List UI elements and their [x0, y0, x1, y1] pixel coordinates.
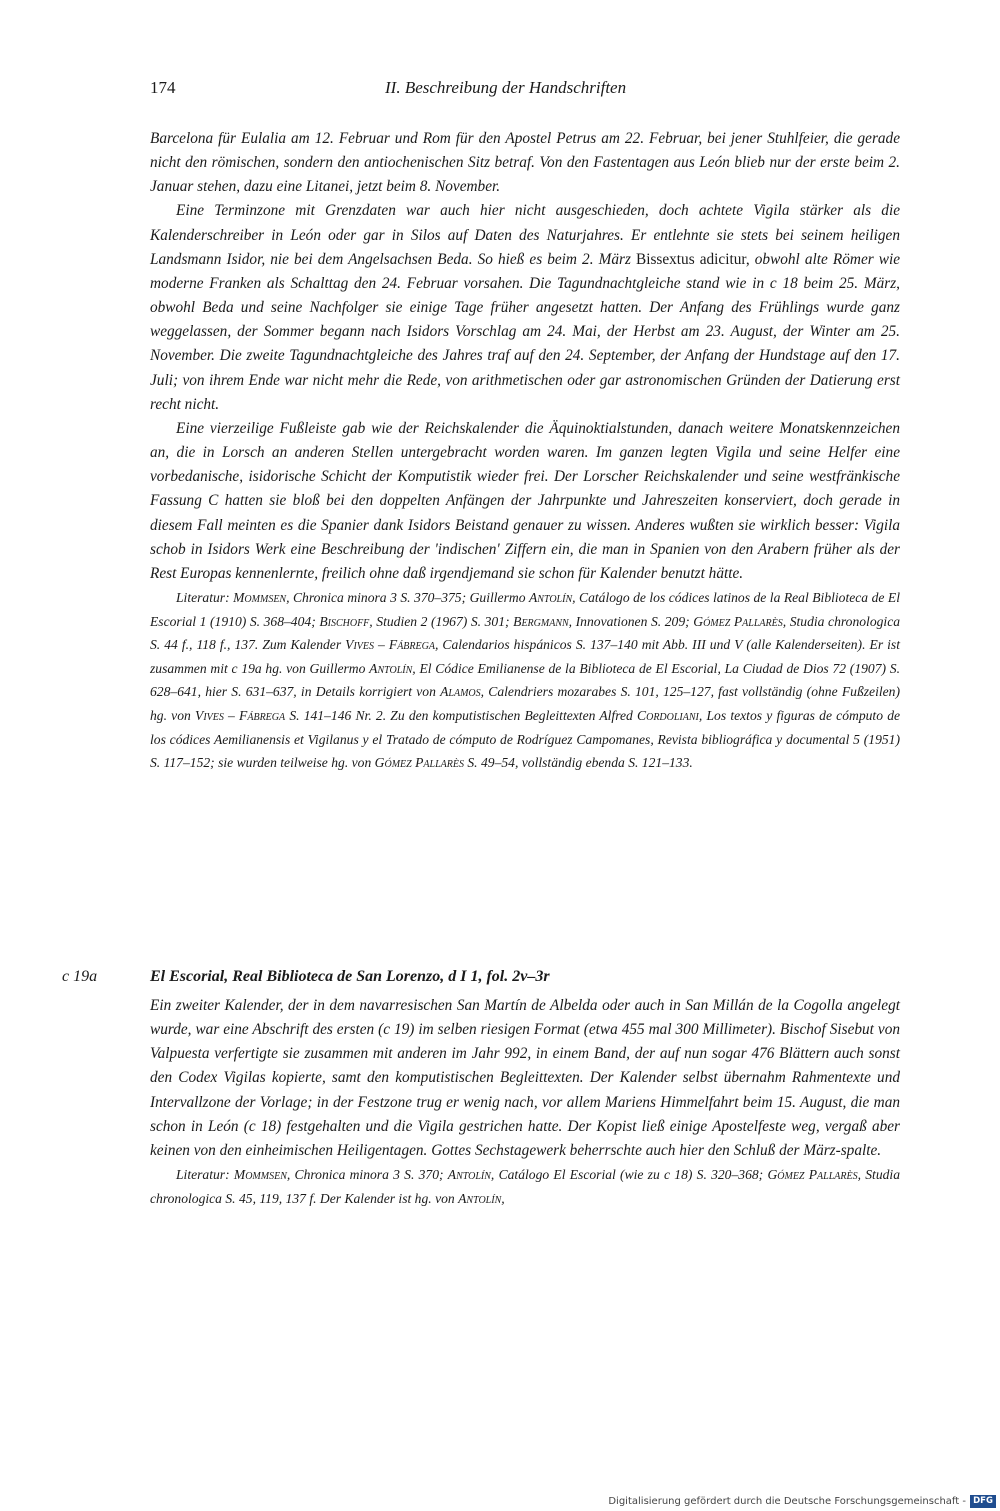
main-text	[150, 127, 900, 775]
literature-note-2: Literatur: Mommsen, Chronica minora 3 S. 370; Antolín, Catálogo El Escorial (wie zu c 18) S. 320–368; Gómez Pallarès, Studia chronologica S. 45, 119, 137 f. Der Kalender ist hg. von Antolín,	[150, 1167, 900, 1206]
entry-title: El Escorial, Real Biblioteca de San Lorenzo, d I 1, fol. 2v–3r	[150, 968, 550, 985]
entry-paragraph: Ein zweiter Kalender, der in dem navarresischen San Martín de Albelda oder auch in San Millán de la Cogolla angelegt wurde, war eine Abschrift des ersten (c 19) im selben riesigen Format (etwa 455 mal 300 Millimeter). Bischof Sisebut von Valpuesta verfertigte sie zusammen mit anderen im Jahr 992, in einem Band, der auf nun sogar 476 Blättern auch sonst den Codex Vigilas kopierte, samt den komputistischen Begleittexten. Der Kalender selbst übernahm Rahmentexte und Intervallzone der Vorlage; in der Festzone trug er wenig nach, vor allem Mariens Himmelfahrt beim 15. August, die man schon in León (c 18) festgehalten und die Vigila gestrichen hatte. Der Kopist ließ einige Apostelfeste weg, vergaß aber keinen von den einheimischen Heiligentagen. Gottes Sechstagewerk beherrschte auch hier den Schluß der März-spalte.	[150, 997, 900, 1159]
entry-text	[150, 994, 900, 1210]
digitization-footer	[608, 1491, 1000, 1511]
paragraph-3: Eine vierzeilige Fußleiste gab wie der Reichskalender die Äquinoktialstunden, danach weitere Monatskennzeichen an, die in Lorsch an anderen Stellen untergebracht worden waren. Im ganzen legten Vigila und seine Helfer eine vorbedanische, isidorische Schicht der Komputistik wieder frei. Der Lorscher Reichskalender und seine westfränkische Fassung C hatten sie bloß bei den doppelten Anfängen der Jahrpunkte und Jahreszeiten konserviert, doch gerade in diesem Fall meinten es die Spanier dank Isidors Beistand genauer zu wissen. Anderes wußten sie wirklich besser: Vigila schob in Isidors Werk eine Beschreibung der 'indischen' Ziffern ein, die man in Spanien von den Arabern früher als der Rest Europas kennenlernte, freilich ohne daß irgendjemand sie schon für Kalender benutzt hätte.	[150, 419, 900, 582]
dfg-logo: DFG	[970, 1495, 996, 1508]
running-title: II. Beschreibung der Handschriften	[385, 78, 627, 97]
latin-quote: Bissextus adicitur,	[636, 250, 750, 268]
page-number: 174	[150, 78, 176, 97]
entry-sigle: c 19a	[62, 968, 98, 985]
footer-credit: Digitalisierung gefördert durch die Deutsche Forschungsgemeinschaft -	[608, 1495, 966, 1507]
paragraph-2: Eine Terminzone mit Grenzdaten war auch hier nicht ausgeschieden, doch achtete Vigila stärker als die Kalenderschreiber in León oder gar in Silos auf Daten des Naturjahres. Er entlehnte sie stets bei seinem heiligen Landsmann Isidor, nie bei dem Angelsachsen Beda. So hieß es beim 2. März Bissextus adicitur, obwohl alte Römer wie moderne Franken als Schalttag den 24. Februar vorsahen. Die Tagundnachtgleiche stand wie in c 18 beim 25. März, obwohl Beda und seine Nachfolger sie einige Tage früher angesetzt hatten. Der Anfang des Frühlings wurde ganz weggelassen, der Sommer begann nach Isidors Vorschlag am 24. Mai, der Herbst am 23. August, der Winter am 25. November. Die zweite Tagundnachtgleiche des Jahres traf auf den 24. September, der Anfang der Hundstage auf den 17. Juli; von ihrem Ende war nicht mehr die Rede, von arithmetischen oder gar astronomischen Gründen der Datierung erst recht nicht.	[150, 202, 901, 413]
page-header	[150, 78, 898, 102]
literature-note-1: Literatur: Mommsen, Chronica minora 3 S. 370–375; Guillermo Antolín, Catálogo de los códices latinos de la Real Biblioteca de El Escorial 1 (1910) S. 368–404; Bischoff, Studien 2 (1967) S. 301; Bergmann, Innovationen S. 209; Gómez Pallarès, Studia chronologica S. 44 f., 118 f., 137. Zum Kalender Vives – Fábrega, Calendarios hispánicos S. 137–140 mit Abb. III und V (alle Kalenderseiten). Er ist zusammen mit c 19a hg. von Guillermo Antolín, El Códice Emilianense de la Biblioteca de El Escorial, La Ciudad de Dios 72 (1907) S. 628–641, hier S. 631–637, in Details korrigiert von Alamos, Calendriers mozarabes S. 101, 125–127, fast vollständig (ohne Fußzeilen) hg. von Vives – Fábrega S. 141–146 Nr. 2. Zu den komputistischen Begleittexten Alfred Cordoliani, Los textos y figuras de cómputo de los códices Aemilianensis et Vigilanus y el Tratado de cómputo de Rodríguez Campomanes, Revista bibliográfica y documental 5 (1951) S. 117–152; sie wurden teilweise hg. von Gómez Pallarès S. 49–54, vollständig ebenda S. 121–133.	[150, 589, 901, 771]
paragraph-1: Barcelona für Eulalia am 12. Februar und Rom für den Apostel Petrus am 22. Februar, bei jener Stuhlfeier, die gerade nicht den römischen, sondern den antiochenischen Sitz betraf. Von den Fastentagen aus León blieb nur der erste beim 2. Januar stehen, dazu eine Litanei, jetzt beim 8. November.	[150, 130, 900, 196]
